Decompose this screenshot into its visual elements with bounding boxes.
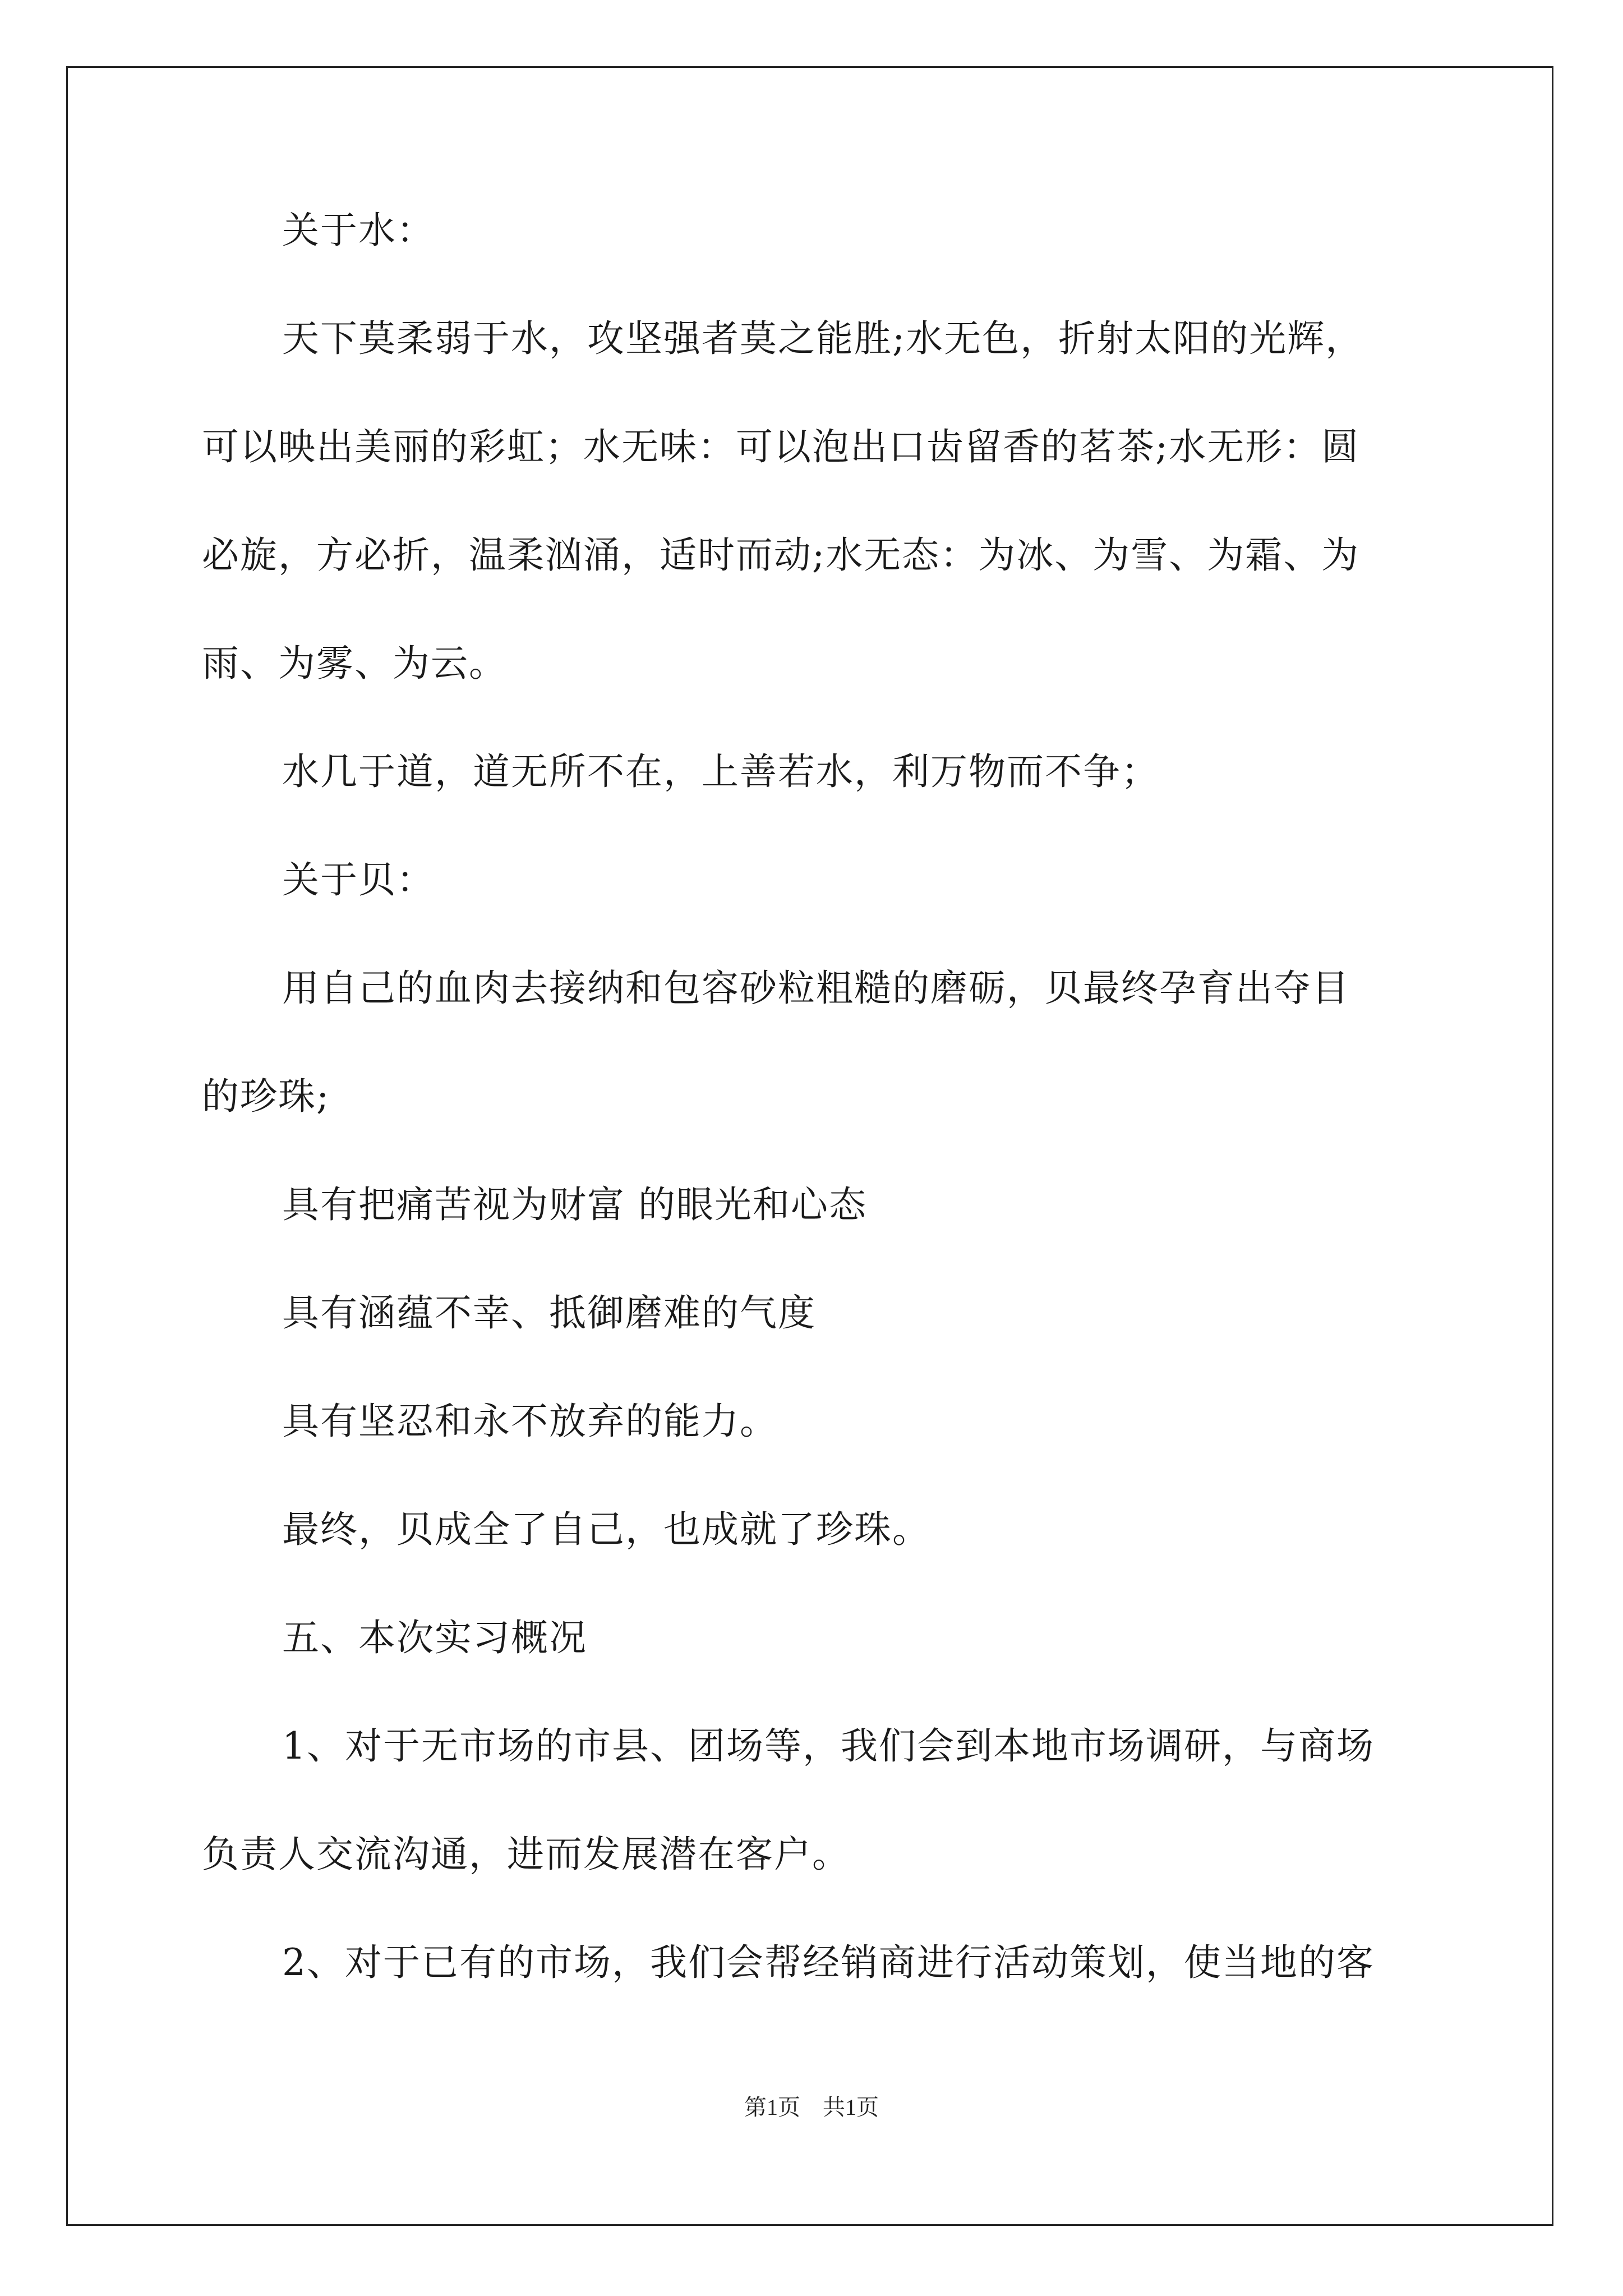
page-total: 共1页 (823, 2095, 879, 2120)
list-item: 1、对于无市场的市县、团场等，我们会到本地市场调研，与商场 (282, 1724, 1375, 1768)
paragraph-line: 的珍珠; (202, 1075, 330, 1118)
paragraph-line: 最终，贝成全了自己，也成就了珍珠。 (282, 1508, 930, 1551)
paragraph-line: 水几于道，道无所不在，上善若水，利万物而不争； (282, 750, 1159, 793)
paragraph-line: 用自己的血肉去接纳和包容砂粒粗糙的磨砺，贝最终孕育出夺目 (282, 967, 1350, 1010)
paragraph-line: 具有把痛苦视为财富 的眼光和心态 (282, 1183, 867, 1226)
heading-water: 关于水： (282, 209, 435, 252)
heading-shell: 关于贝： (282, 858, 435, 901)
paragraph-line: 具有涵蕴不幸、抵御磨难的气度 (282, 1291, 816, 1335)
paragraph-line: 可以映出美丽的彩虹；水无味：可以泡出口齿留香的茗茶;水无形：圆 (202, 425, 1360, 468)
page-footer (0, 2094, 1623, 2121)
list-item: 2、对于已有的市场，我们会帮经销商进行活动策划，使当地的客 (282, 1941, 1375, 1984)
list-item-continuation: 负责人交流沟通，进而发展潜在客户。 (202, 1833, 850, 1876)
page-number: 第1页 (744, 2095, 800, 2120)
section-heading: 五、本次实习概况 (282, 1616, 587, 1659)
paragraph-line: 雨、为雾、为云。 (202, 642, 507, 685)
paragraph-line: 必旋，方必折，温柔汹涌，适时而动;水无态：为冰、为雪、为霜、为 (202, 533, 1360, 577)
paragraph-line: 天下莫柔弱于水，攻坚强者莫之能胜;水无色，折射太阳的光辉， (282, 317, 1364, 360)
paragraph-line: 具有坚忍和永不放弃的能力。 (282, 1400, 778, 1443)
page-border (66, 66, 1553, 2226)
